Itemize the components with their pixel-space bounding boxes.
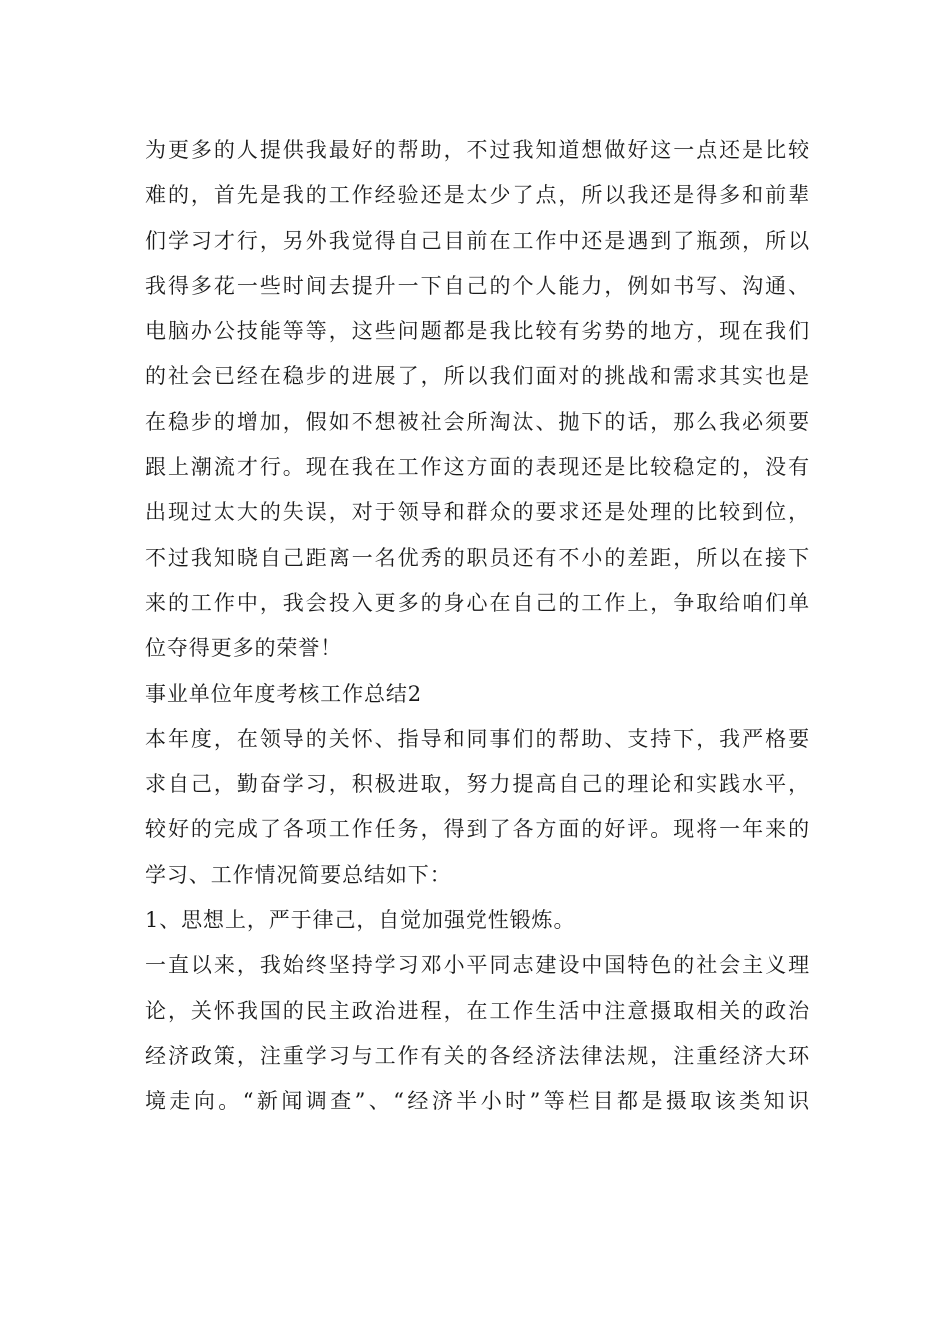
text-line: 的社会已经在稳步的进展了，所以我们面对的挑战和需求其实也是 [145,364,810,389]
text-line: 境走向。“新闻调查”、“经济半小时”等栏目都是摄取该类知识 [145,1089,810,1114]
text-line: 位夺得更多的荣誉！ [145,636,343,661]
text-line: 跟上潮流才行。现在我在工作这方面的表现还是比较稳定的，没有 [145,455,810,480]
text-line: 来的工作中，我会投入更多的身心在自己的工作上，争取给咱们单 [145,590,810,615]
text-line: 较好的完成了各项工作任务，得到了各方面的好评。现将一年来的 [145,817,810,842]
text-line: 我得多花一些时间去提升一下自己的个人能力，例如书写、沟通、 [145,273,810,298]
text-line: 本年度，在领导的关怀、指导和同事们的帮助、支持下，我严格要 [145,726,810,751]
text-line: 难的，首先是我的工作经验还是太少了点，所以我还是得多和前辈 [145,183,810,208]
text-line: 一直以来，我始终坚持学习邓小平同志建设中国特色的社会主义理 [145,953,810,978]
text-line: 们学习才行，另外我觉得自己目前在工作中还是遇到了瓶颈，所以 [145,228,810,253]
text-line: 电脑办公技能等等，这些问题都是我比较有劣势的地方，现在我们 [145,319,810,344]
document-body [145,128,810,1125]
text-line: 不过我知晓自己距离一名优秀的职员还有不小的差距，所以在接下 [145,545,810,570]
text-line: 求自己，勤奋学习，积极进取，努力提高自己的理论和实践水平， [145,772,810,797]
text-line: 为更多的人提供我最好的帮助，不过我知道想做好这一点还是比较 [145,138,810,162]
text-line: 经济政策，注重学习与工作有关的各经济法律法规，注重经济大环 [145,1043,810,1068]
text-line: 事业单位年度考核工作总结2 [145,681,423,706]
text-line: 在稳步的增加，假如不想被社会所淘汰、抛下的话，那么我必须要 [145,409,810,434]
text-line: 1、思想上，严于律己，自觉加强党性锻炼。 [145,908,576,933]
text-line: 学习、工作情况简要总结如下： [145,862,452,887]
text-line: 论，关怀我国的民主政治进程，在工作生活中注意摄取相关的政治 [145,998,810,1023]
text-line: 出现过太大的失误，对于领导和群众的要求还是处理的比较到位， [145,500,810,525]
